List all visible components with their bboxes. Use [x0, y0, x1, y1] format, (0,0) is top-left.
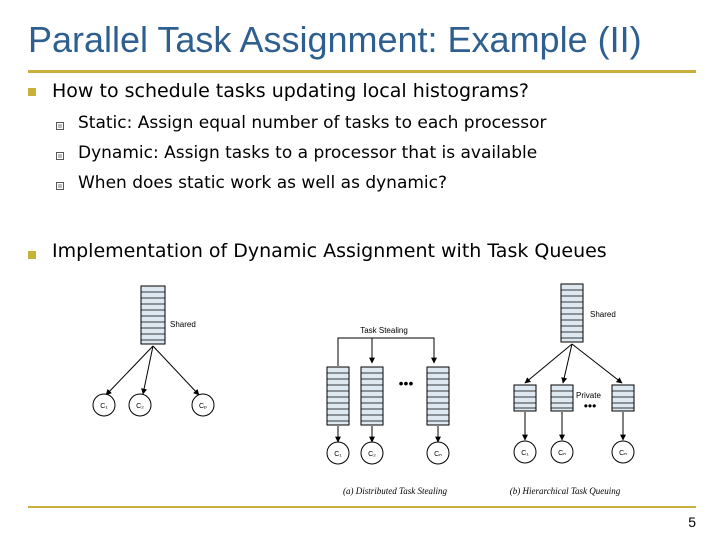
core-label: Cₚ	[198, 403, 208, 410]
page-number: 5	[688, 514, 696, 530]
caption-b: (b) Hierarchical Task Queuing	[509, 486, 621, 496]
local-queue	[361, 367, 383, 425]
private-queue	[514, 385, 536, 411]
sub-bullet-dynamic: Dynamic: Assign tasks to a processor that is available	[78, 143, 538, 163]
local-queue	[427, 367, 449, 425]
sub-bullet-question: When does static work as well as dynamic?	[78, 173, 448, 193]
sub-bullet-static: Static: Assign equal number of tasks to each processor	[78, 113, 547, 133]
core-label: Cₙ	[558, 450, 566, 457]
sub-bullet-marker	[56, 182, 64, 190]
hierarchical-task-queuing-diagram	[510, 284, 634, 496]
core-label: C₂	[136, 403, 144, 410]
sub-bullet-marker	[56, 152, 64, 160]
ellipsis: •••	[398, 375, 414, 391]
core-label: Cₙ	[619, 450, 627, 457]
shared-queue	[141, 286, 165, 344]
shared-queue-diagram	[93, 286, 214, 416]
arrow	[143, 346, 153, 394]
core-label: C₁	[521, 450, 529, 457]
sub-bullet-marker	[56, 122, 64, 130]
core-label: Cₙ	[434, 451, 442, 458]
arrow	[525, 344, 572, 383]
task-stealing-label: Task Stealing	[360, 326, 408, 335]
bullet-marker	[28, 86, 40, 98]
core-label: C₁	[100, 403, 108, 410]
stealing-path	[338, 338, 434, 366]
ellipsis: •••	[583, 399, 597, 413]
title-rule	[28, 70, 696, 73]
bullet-how-to-schedule: How to schedule tasks updating local histograms?	[52, 80, 530, 102]
task-queue-diagrams	[0, 278, 720, 508]
private-queue	[612, 385, 634, 411]
shared-queue	[561, 284, 583, 342]
bullet-marker	[28, 249, 40, 261]
footer-rule	[28, 506, 696, 508]
core-label: C₁	[334, 451, 342, 458]
private-label: Private	[576, 391, 601, 400]
shared-label: Shared	[590, 310, 616, 319]
arrow	[572, 344, 622, 383]
distributed-task-stealing-diagram	[327, 326, 449, 496]
bullet-implementation: Implementation of Dynamic Assignment with Task Queues	[52, 240, 607, 262]
shared-label: Shared	[170, 320, 196, 329]
arrow	[106, 346, 153, 395]
private-queue	[551, 385, 573, 411]
local-queue	[327, 367, 349, 425]
slide-title: Parallel Task Assignment: Example (II)	[28, 19, 642, 60]
arrow	[153, 346, 199, 395]
core-label: C₂	[368, 451, 376, 458]
caption-a: (a) Distributed Task Stealing	[343, 486, 447, 496]
